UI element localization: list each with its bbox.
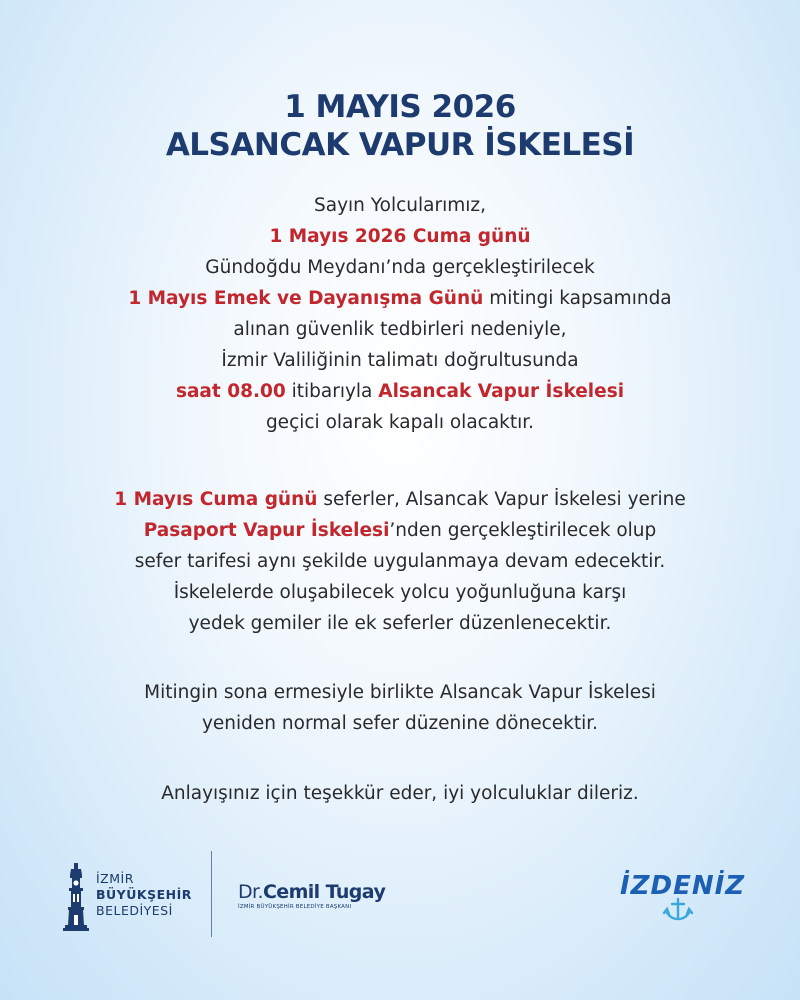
- body-text-fragment: seferler, Alsancak Vapur İskelesi yerine: [317, 489, 686, 510]
- body-line: İzmir Valiliğinin talimatı doğrultusunda: [221, 350, 579, 371]
- body-line: alınan güvenlik tedbirleri nedeniyle,: [233, 319, 567, 340]
- greeting: Sayın Yolcularımız,: [314, 195, 486, 216]
- clock-tower-icon: [62, 863, 90, 931]
- highlight-event: 1 Mayıs Emek ve Dayanışma Günü: [128, 288, 484, 309]
- highlight-alt-pier: Pasaport Vapur İskelesi: [143, 520, 390, 541]
- anchor-icon: [658, 897, 698, 923]
- mayor-signature: [238, 881, 385, 911]
- izmir-municipality-logo: [62, 863, 192, 933]
- municipality-name: [96, 871, 192, 919]
- municipality-line-3: BELEDİYESİ: [96, 903, 173, 918]
- body-line: Mitingin sona ermesiyle birlikte Alsancak Vapur İskelesi: [144, 682, 656, 703]
- body-line: [0, 283, 800, 314]
- page-title: [0, 88, 800, 164]
- body-text-fragment: itibarıyla: [285, 381, 379, 402]
- body-line: yedek gemiler ile ek seferler düzenlenecektir.: [188, 613, 612, 634]
- body-text-fragment: mitingi kapsamında: [483, 288, 672, 309]
- highlight-pier: Alsancak Vapur İskelesi: [378, 381, 625, 402]
- body-line: [0, 515, 800, 546]
- paragraph-reopen: [0, 677, 800, 739]
- highlight-day: 1 Mayıs Cuma günü: [114, 489, 318, 510]
- paragraph-alternative: [0, 484, 800, 639]
- body-line: sefer tarifesi aynı şekilde uygulanmaya devam edecektir.: [134, 551, 666, 572]
- mayor-name: [238, 881, 385, 903]
- footer-logos: [0, 845, 800, 945]
- body-text-fragment: ’nden gerçekleştirilecek olup: [389, 520, 657, 541]
- footer-divider: [211, 851, 212, 937]
- body-line: yeniden normal sefer düzenine dönecektir.: [201, 713, 599, 734]
- body-line: geçici olarak kapalı olacaktır.: [265, 412, 535, 433]
- izdeniz-wordmark: İZDENİZ: [620, 871, 746, 901]
- mayor-name-text: Cemil Tugay: [262, 881, 386, 903]
- izdeniz-logo: [620, 867, 746, 927]
- highlight-date: 1 Mayıs 2026 Cuma günü: [269, 226, 531, 247]
- mayor-title-prefix: Dr.: [238, 881, 263, 903]
- title-line-date: 1 MAYIS 2026: [284, 89, 516, 125]
- body-line: [0, 376, 800, 407]
- title-line-pier: ALSANCAK VAPUR İSKELESİ: [165, 127, 635, 163]
- municipality-line-2: BÜYÜKŞEHİR: [96, 887, 192, 902]
- mayor-subtitle: İZMİR BÜYÜKŞEHİR BELEDİYE BAŞKANI: [238, 904, 352, 910]
- municipality-line-1: İZMİR: [96, 871, 134, 886]
- body-line: Anlayışınız için teşekkür eder, iyi yolculuklar dileriz.: [161, 783, 639, 804]
- body-line: [0, 484, 800, 515]
- paragraph-closure: [0, 190, 800, 438]
- paragraph-thanks: [0, 778, 800, 809]
- body-line: Gündoğdu Meydanı’nda gerçekleştirilecek: [205, 257, 595, 278]
- body-line: İskelelerde oluşabilecek yolcu yoğunluğuna karşı: [173, 582, 627, 603]
- highlight-time: saat 08.00: [175, 381, 286, 402]
